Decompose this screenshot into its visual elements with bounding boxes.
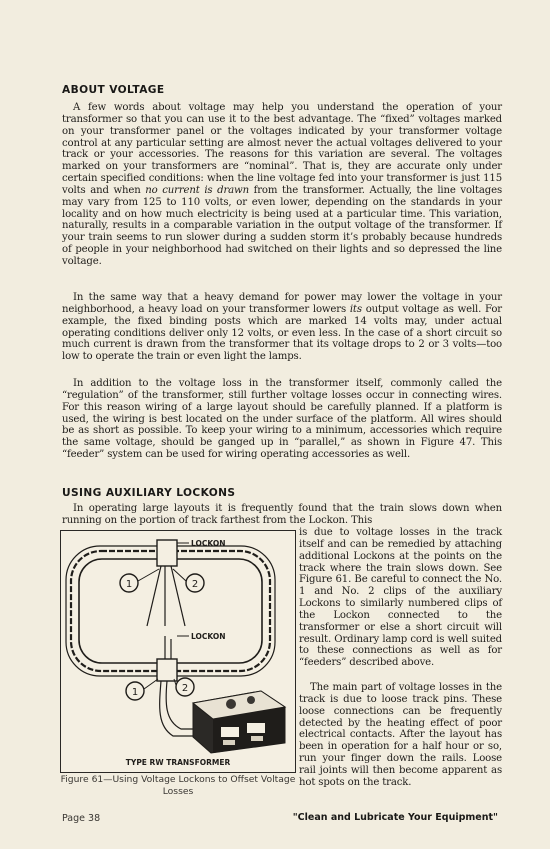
lockon-bottom-label: LOCKON: [191, 632, 226, 641]
paragraph: is due to voltage losses in the track itself and can be remedied by attaching additional Lockons at the points on the track where the train slows down. See Figure 61. Be careful to connect the No. 1 and No. 2 clips of the auxiliary Lockons to similarly numbered clips of the Lockon connected to the transformer or else a short circuit will result. Ordinary lamp cord is well suited to these connections as well as for “feeders” described above.: [299, 527, 502, 669]
svg-text:2: 2: [191, 579, 199, 590]
lockon-wiring-diagram: [61, 531, 295, 772]
section-heading-auxiliary-lockons: USING AUXILIARY LOCKONS: [62, 487, 236, 499]
lockon-top: [147, 540, 189, 626]
svg-text:2: 2: [181, 683, 189, 694]
svg-text:1: 1: [131, 687, 139, 698]
lockon-top-label: LOCKON: [191, 539, 226, 548]
paragraph: The main part of voltage losses in the track is due to loose track pins. These loose connections can be frequently detected by the heating effect of poor electrical contacts. After the layout has been in operation for a half hour or so, run your finger down the rails. Loose rail joints will then become apparent as hot spots on the track.: [299, 682, 502, 788]
lockon-bottom: [157, 636, 189, 681]
svg-text:1: 1: [125, 579, 133, 590]
paragraph: A few words about voltage may help you understand the operation of your transformer so that you can use it to the best advantage. The “fixed” voltages marked on your transformer panel or the voltages indicated by your transformer voltage control at any particular setting are almost never the actual voltages delivered to your track or your accessories. The reasons for this variation are several. The voltages marked on your transformers are “nominal”. That is, they are accurate only under certain specified conditions: when the line voltage fed into your transformer is just 115 volts and when no current is drawn from the transformer. Actually, the line voltages may vary from 125 to 110 volts, or even lower, depending on the standards in your locality and on how much electricity is being used at a particular time. This variation, naturally, results in a comparable variation in the output voltage of the transformer. If your train seems to run slower during a sudden storm it’s probably because hundreds of people in your neighborhood had switched on their lights and so depressed the line voltage.: [62, 102, 503, 267]
page-number: Page 38: [62, 813, 101, 824]
transformer-label: TYPE RW TRANSFORMER: [125, 758, 231, 767]
footer-slogan: "Clean and Lubricate Your Equipment": [292, 812, 498, 823]
paragraph: In addition to the voltage loss in the transformer itself, commonly called the “regulation” of the transformer, still further voltage losses occur in connecting wires. For this reason wiring of a large layout should be carefully planned. If a platform is used, the wiring is best located on the under surface of the platform. All wires should be as short as possible. To keep your wiring to a minimum, accessories which require the same voltage, should be ganged up in “parallel,” as shown in Figure 47. This “feeder” system can be used for wiring operating accessories as well.: [62, 378, 502, 461]
figure-caption: Figure 61—Using Voltage Lockons to Offset Voltage Losses: [60, 774, 296, 797]
transformer-icon: [193, 691, 285, 753]
paragraph: In the same way that a heavy demand for power may lower the voltage in your neighborhood, a heavy load on your transformer lowers its output voltage as well. For example, the fixed binding posts which are marked 14 volts may, under actual operating conditions deliver only 12 volts, or even less. In the case of a short circuit so much current is drawn from the transformer that its voltage drops to 2 or 3 volts—too low to operate the train or even light the lamps.: [62, 292, 502, 363]
section-heading-about-voltage: ABOUT VOLTAGE: [62, 84, 165, 96]
figure-61: [60, 530, 296, 773]
paragraph: In operating large layouts it is frequently found that the train slows down when running on the portion of track farthest from the Lockon. This: [62, 503, 502, 526]
